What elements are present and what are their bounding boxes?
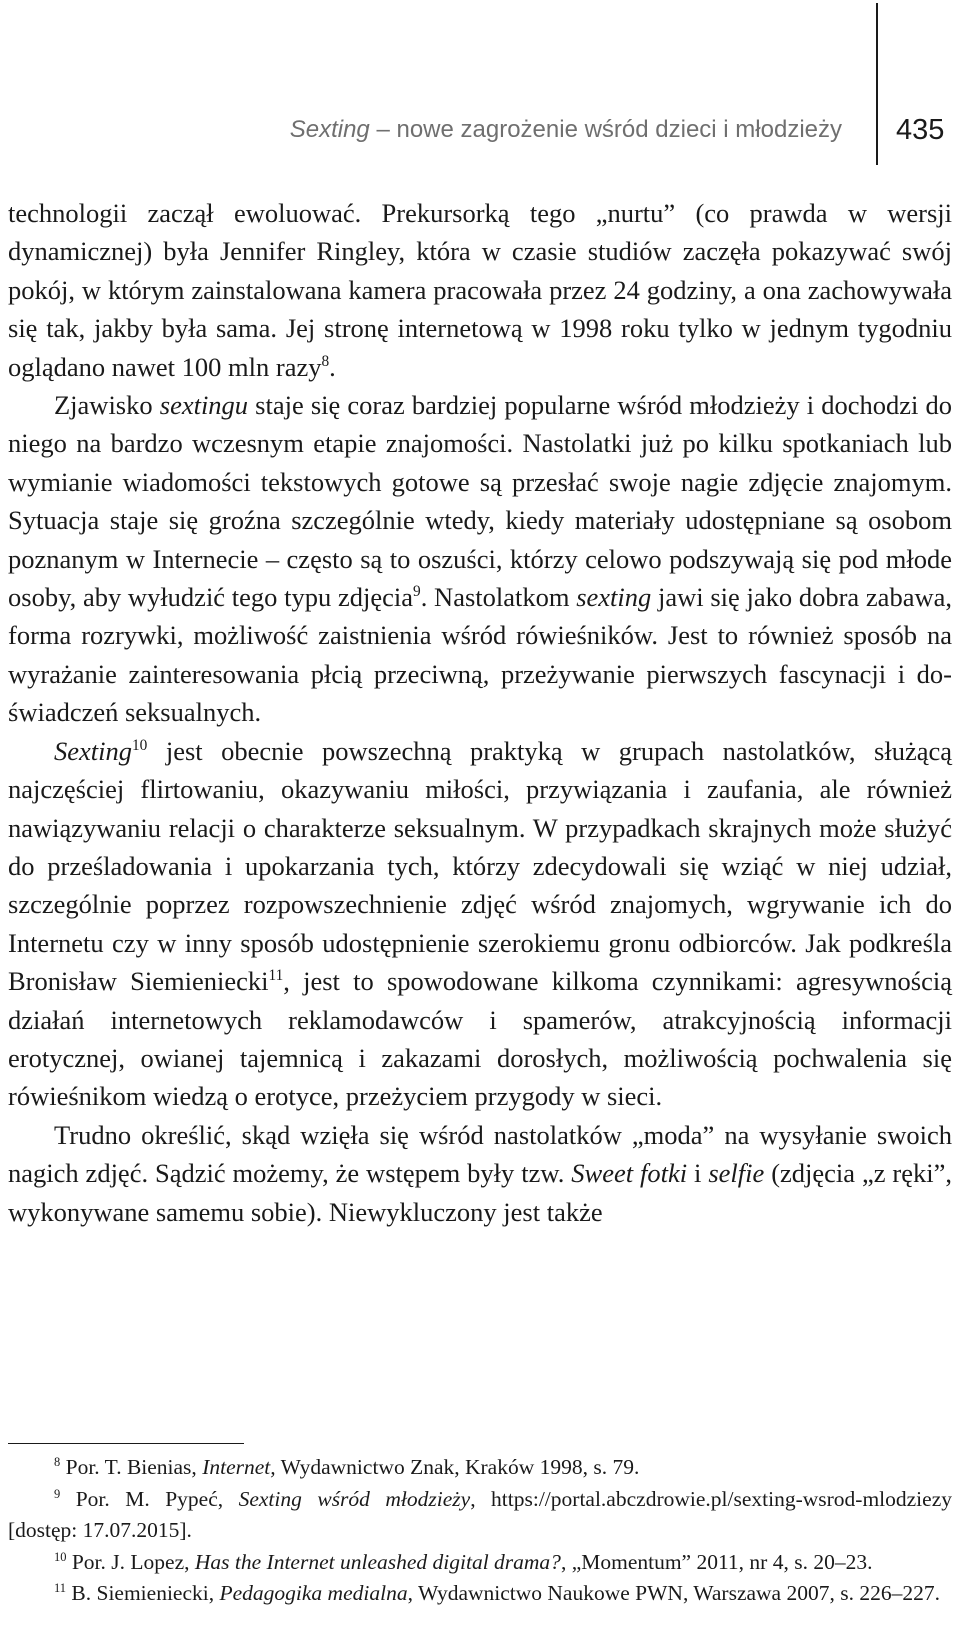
text-run: i xyxy=(687,1158,709,1189)
text-run: Zjawisko xyxy=(54,390,160,421)
paragraph-1 xyxy=(8,194,952,386)
running-title-rest: – nowe zagrożenie wśród dzieci i młodzieży xyxy=(369,116,842,143)
footnote-text: , „Momentum” 2011, nr 4, s. 20–23. xyxy=(560,1549,873,1574)
body-text xyxy=(8,194,952,1231)
footnote-title: Internet, xyxy=(202,1455,276,1479)
text-run: technologii zaczął ewoluować. Prekursorką tego „nurtu” (co prawda w wersji dynamicznej) była Jennifer Ringley, która w czasie studiów zaczęła pokazywać swój pokój, w którym zainstalowana kamera pracowała przez 24 godziny, a ona zachowywała się tak, jakby była sama. Jej stronę internetową w 1998 roku tylko w jednym tygodniu oglądano nawet 100 mln razy xyxy=(8,198,952,382)
footnote-text: Por. T. Bienias, xyxy=(60,1455,203,1479)
footnotes xyxy=(8,1452,952,1610)
footnote-9 xyxy=(8,1484,952,1547)
footnote-title: Has the Internet unleashed digital drama? xyxy=(194,1549,561,1574)
footnote-ref: 9 xyxy=(413,583,421,601)
footnote-number: 11 xyxy=(54,1581,67,1596)
italic-term: sextingu xyxy=(159,390,249,421)
paragraph-3 xyxy=(8,732,952,1116)
running-title-italic: Sexting xyxy=(289,116,370,143)
page-number: 435 xyxy=(896,114,945,146)
footnote-ref: 11 xyxy=(268,967,284,985)
text-run: , jest to spowodowane kilkoma czynnikami: agresywnością działań internetowych reklamodawców i spamerów, atrakcyjnością informacji erotycznej, owianej tajemnicą i zakazami dorosłych, możliwością pochwalenia się rówieśnikom wiedzą o erotyce, przeżyciem przygody w sieci. xyxy=(8,966,952,1112)
header-vertical-rule xyxy=(876,3,878,165)
text-run: . xyxy=(329,351,336,382)
text-run: staje się coraz bardziej popularne wśród młodzieży i dochodzi do niego na bardzo wczesnym etapie znajomości. Nastolatki już po kilku spotkaniach lub wymianie wiadomości tekstowych gotowe są przesłać swoje nagie zdjęcie znajomym. Sytuacja staje się groźna szczególnie wtedy, kiedy materiały udostępniane są osobom poznanym w Internecie – często są to oszuści, którzy celowo podszywają się pod młode osoby, aby wyłudzić tego typu zdjęcia xyxy=(8,390,953,613)
italic-term: Sweet fotki xyxy=(571,1158,688,1189)
footnote-title: Pedagogika medialna xyxy=(219,1581,408,1606)
text-run: jawi się jako dobra zabawa, forma rozrywki, możliwość zaistnienia wśród rówieśników. Jest to również sposób na wyrażanie zainteresowania płcią przeciwną, przeżywanie pierwszych fascynacji i doświadczeń seksualnych. xyxy=(8,582,952,728)
text-run: (zdjęcia „z ręki”, wykonywane samemu sobie). Niewykluczony jest także xyxy=(8,1158,952,1227)
footnote-11 xyxy=(8,1578,952,1610)
footnote-separator xyxy=(8,1443,244,1444)
text-run: . Nastolatkom xyxy=(420,582,577,613)
paragraph-2 xyxy=(8,386,952,732)
footnote-ref: 8 xyxy=(321,352,330,370)
running-title xyxy=(290,116,842,144)
footnote-title: Sexting wśród młodzieży xyxy=(238,1486,471,1511)
footnote-10 xyxy=(8,1547,952,1579)
text-run: jest obecnie powszechną praktyką w grupach nastolatków, służącą najczęściej flirtowaniu, okazywaniu miłości, przywiązania i zaufania, ale również nawiązywaniu relacji o charakterze seksualnym. W przypadkach skrajnych może służyć do prześladowania i upokarzania tych, którzy zdecydowali się wziąć w niej udział, szczególnie poprzez rozpowszechnienie zdjęć wśród znajomych, wgrywanie ich do Internetu czy w inny sposób udostępnienie szerokiemu gronu odbiorców. Jak podkreśla Bronisław Siemieniecki xyxy=(8,735,952,997)
page-header xyxy=(0,110,960,160)
footnote-text: Por. J. Lopez, xyxy=(66,1549,195,1574)
footnote-text: , Wydawnictwo Naukowe PWN, Warszawa 2007, s. 226–227. xyxy=(407,1581,940,1606)
text-run: Trudno określić, skąd wzięła się wśród nastolatków „moda” na wysyłanie swoich nagich zdjęć. Sądzić możemy, że wstępem były tzw. xyxy=(8,1119,952,1189)
italic-term: selfie xyxy=(708,1158,765,1189)
footnote-number: 8 xyxy=(54,1454,61,1469)
footnote-ref: 10 xyxy=(132,736,148,754)
footnote-text: Por. M. Pypeć, xyxy=(60,1486,239,1511)
footnote-number: 10 xyxy=(54,1549,67,1564)
footnote-8 xyxy=(8,1452,952,1484)
footnote-text: , https://portal.abczdrowie.pl/sexting-wsrod-mlodziezy [dostęp: 17.07.2015]. xyxy=(8,1486,952,1543)
italic-term: sexting xyxy=(576,582,652,613)
footnote-text: Wydawnictwo Znak, Kraków 1998, s. 79. xyxy=(275,1455,640,1479)
paragraph-4 xyxy=(8,1116,952,1231)
footnote-number: 9 xyxy=(54,1486,61,1501)
italic-term: Sexting xyxy=(54,735,132,766)
footnote-text: B. Siemieniecki, xyxy=(66,1581,220,1606)
